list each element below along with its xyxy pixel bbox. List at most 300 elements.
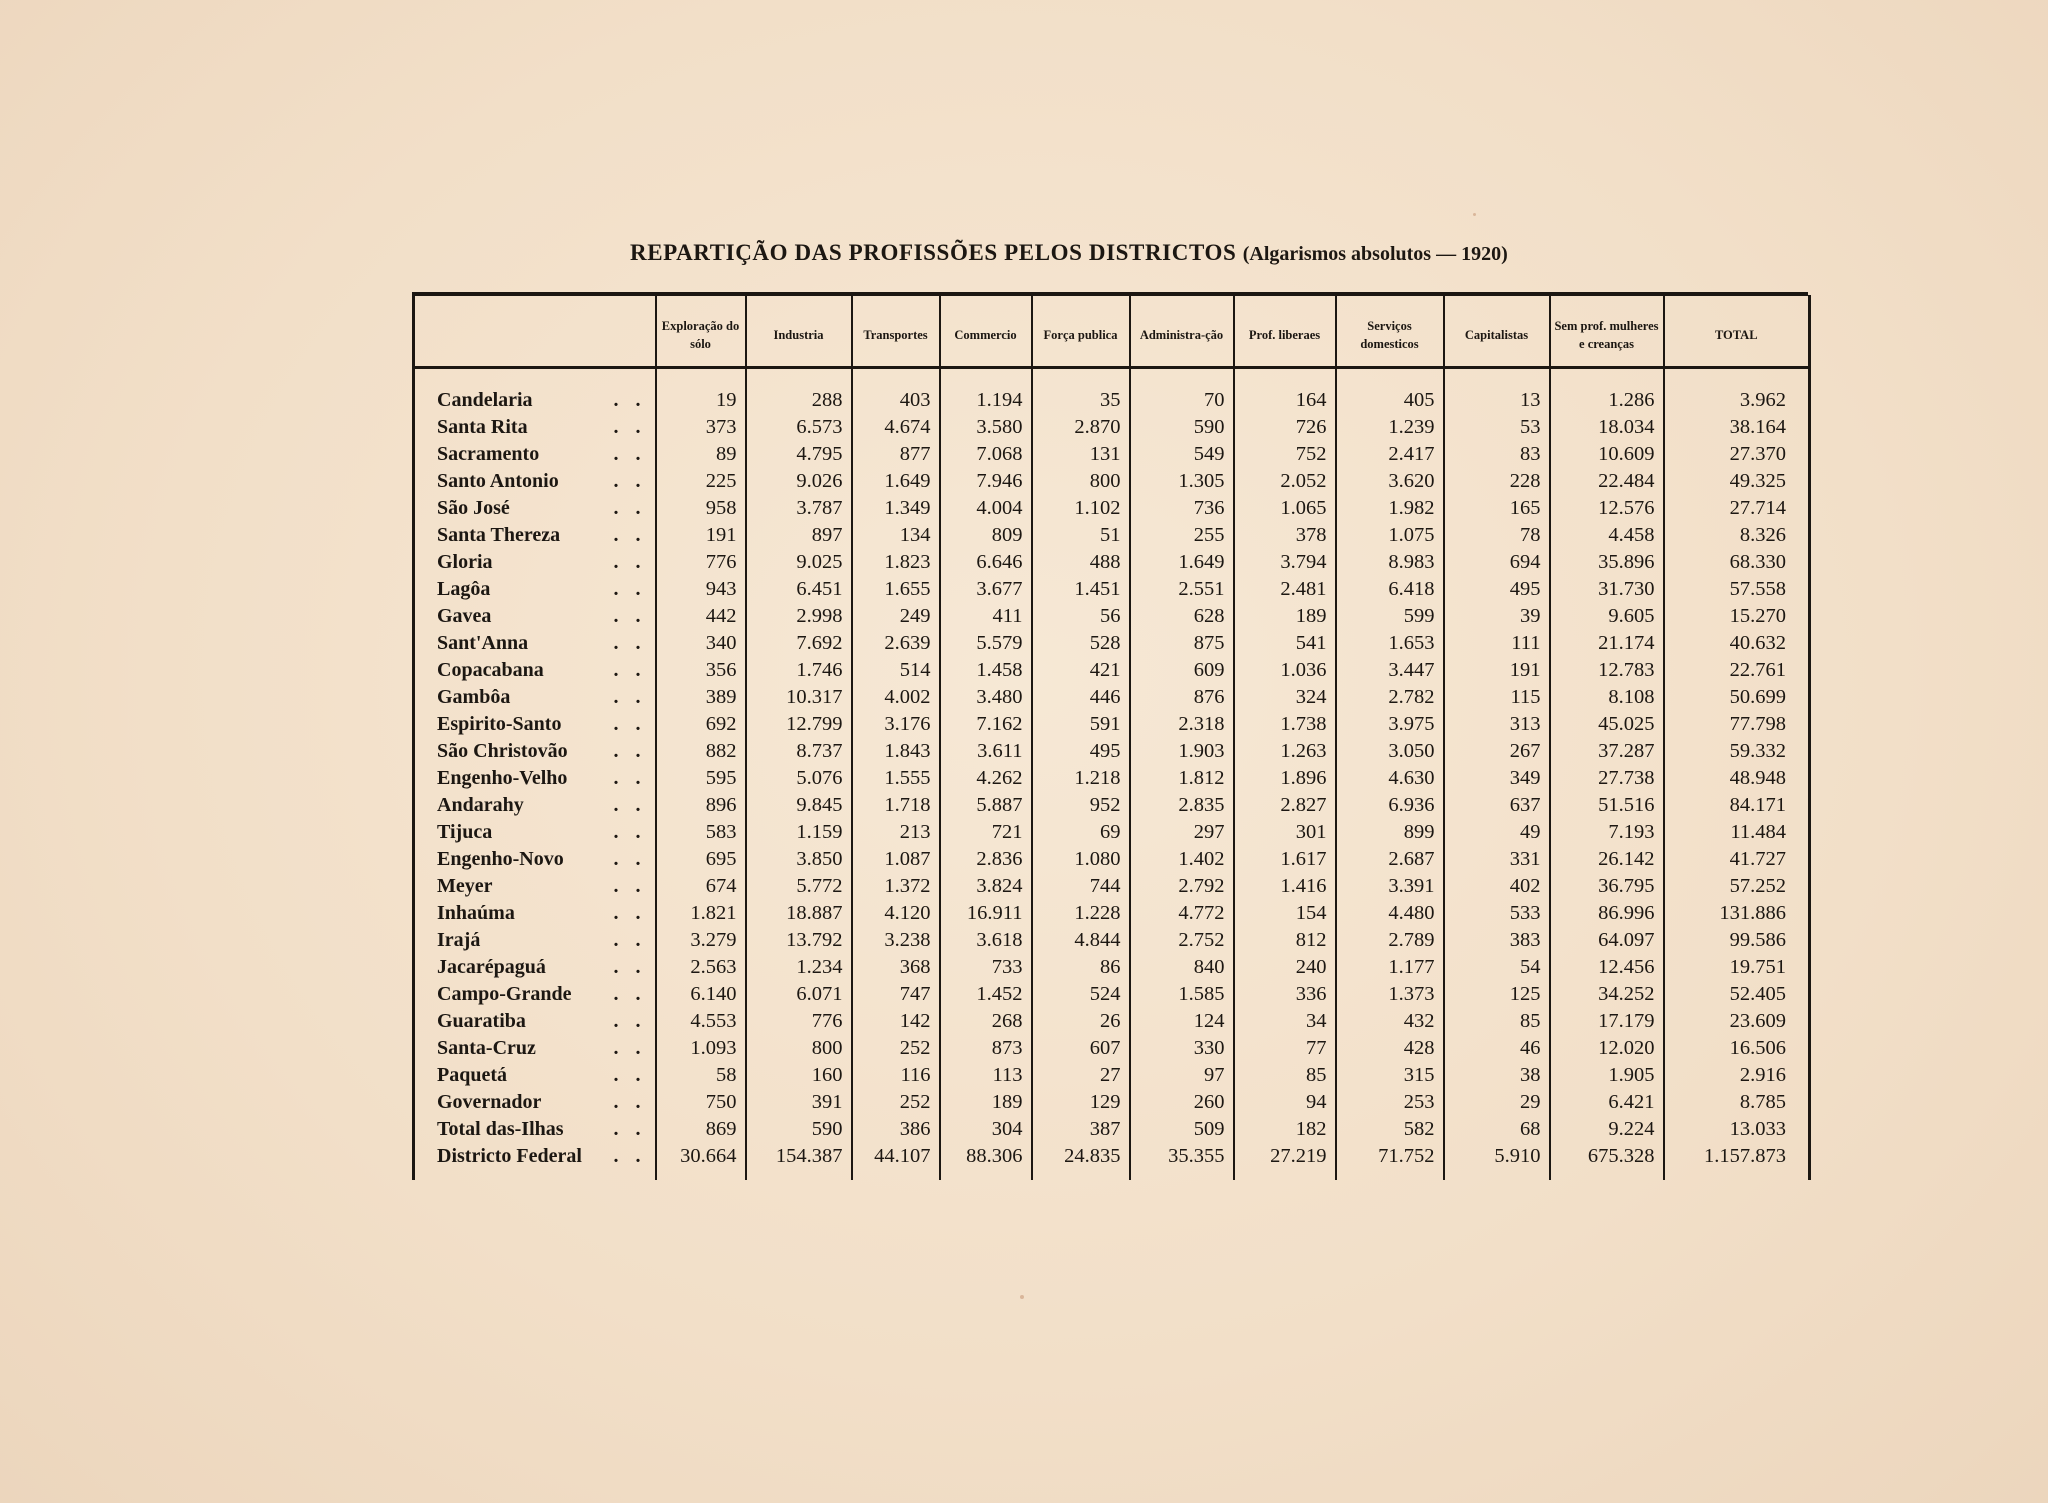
value-cell: 85 [1234,1062,1336,1089]
value-cell: 1.177 [1336,954,1444,981]
district-name [414,441,656,468]
value-cell: 7.193 [1550,819,1664,846]
total-cell: 22.761 [1664,657,1810,684]
table-row [414,1035,1810,1062]
value-cell: 5.579 [940,630,1032,657]
value-cell: 1.080 [1032,846,1130,873]
value-cell: 6.646 [940,549,1032,576]
value-cell: 31.730 [1550,576,1664,603]
value-cell: 896 [656,792,746,819]
value-cell: 228 [1444,468,1550,495]
value-cell: 1.982 [1336,495,1444,522]
table-row [414,495,1810,522]
value-cell: 2.639 [852,630,940,657]
value-cell: 7.692 [746,630,852,657]
value-cell: 6.573 [746,414,852,441]
value-cell: 609 [1130,657,1234,684]
value-cell: 1.746 [746,657,852,684]
value-cell: 1.087 [852,846,940,873]
total-cell: 19.751 [1664,954,1810,981]
value-cell: 386 [852,1116,940,1143]
value-cell: 421 [1032,657,1130,684]
value-cell: 1.228 [1032,900,1130,927]
district-label: Governador [437,1091,542,1113]
table-row [414,792,1810,819]
value-cell: 776 [746,1008,852,1035]
value-cell: 541 [1234,630,1336,657]
value-cell: 524 [1032,981,1130,1008]
total-cell: 13.033 [1664,1116,1810,1143]
table-row [414,873,1810,900]
value-cell: 4.630 [1336,765,1444,792]
column-header: Capitalistas [1444,296,1550,368]
value-cell: 13.792 [746,927,852,954]
column-header: TOTAL [1664,296,1810,368]
district-name [414,630,656,657]
leader-dots: . . [613,1118,647,1140]
value-cell: 1.349 [852,495,940,522]
value-cell: 9.025 [746,549,852,576]
value-cell: 4.772 [1130,900,1234,927]
value-cell: 1.194 [940,387,1032,414]
value-cell: 8.108 [1550,684,1664,711]
value-cell: 24.835 [1032,1143,1130,1180]
table-row [414,765,1810,792]
spacer-row [414,368,1810,388]
value-cell: 182 [1234,1116,1336,1143]
district-label: Lagôa [437,578,491,600]
table-title [630,240,1630,266]
value-cell: 5.076 [746,765,852,792]
value-cell: 94 [1234,1089,1336,1116]
district-label: Gambôa [437,686,511,708]
table-row [414,981,1810,1008]
value-cell: 1.036 [1234,657,1336,684]
header-row [414,296,1810,368]
spacer-cell [656,368,746,388]
value-cell: 488 [1032,549,1130,576]
spacer-cell [1234,368,1336,388]
district-label: Engenho-Novo [437,848,564,870]
leader-dots: . . [613,956,647,978]
district-name [414,414,656,441]
value-cell: 514 [852,657,940,684]
value-cell: 1.585 [1130,981,1234,1008]
value-cell: 301 [1234,819,1336,846]
value-cell: 7.068 [940,441,1032,468]
value-cell: 1.843 [852,738,940,765]
total-cell: 50.699 [1664,684,1810,711]
table-row [414,846,1810,873]
value-cell: 27.219 [1234,1143,1336,1180]
value-cell: 800 [746,1035,852,1062]
table-row [414,387,1810,414]
value-cell: 1.093 [656,1035,746,1062]
value-cell: 1.416 [1234,873,1336,900]
value-cell: 29 [1444,1089,1550,1116]
leader-dots: . . [613,713,647,735]
value-cell: 35 [1032,387,1130,414]
value-cell: 1.812 [1130,765,1234,792]
district-name [414,495,656,522]
district-name [414,1035,656,1062]
value-cell: 330 [1130,1035,1234,1062]
value-cell: 58 [656,1062,746,1089]
value-cell: 495 [1444,576,1550,603]
value-cell: 599 [1336,603,1444,630]
value-cell: 30.664 [656,1143,746,1180]
value-cell: 88.306 [940,1143,1032,1180]
value-cell: 1.649 [1130,549,1234,576]
value-cell: 6.936 [1336,792,1444,819]
value-cell: 349 [1444,765,1550,792]
value-cell: 1.286 [1550,387,1664,414]
value-cell: 5.910 [1444,1143,1550,1180]
paper-speck [1473,213,1476,216]
value-cell: 1.373 [1336,981,1444,1008]
value-cell: 368 [852,954,940,981]
leader-dots: . . [613,524,647,546]
district-label: Santa-Cruz [437,1037,536,1059]
leader-dots: . . [613,929,647,951]
district-label: São José [437,497,510,519]
value-cell: 405 [1336,387,1444,414]
value-cell: 692 [656,711,746,738]
table-row [414,630,1810,657]
value-cell: 952 [1032,792,1130,819]
leader-dots: . . [613,740,647,762]
table-row [414,522,1810,549]
value-cell: 7.162 [940,711,1032,738]
district-name [414,819,656,846]
value-cell: 674 [656,873,746,900]
value-cell: 389 [656,684,746,711]
spacer-cell [746,368,852,388]
district-name [414,603,656,630]
value-cell: 191 [1444,657,1550,684]
value-cell: 1.903 [1130,738,1234,765]
value-cell: 134 [852,522,940,549]
value-cell: 1.905 [1550,1062,1664,1089]
value-cell: 44.107 [852,1143,940,1180]
value-cell: 1.617 [1234,846,1336,873]
value-cell: 1.065 [1234,495,1336,522]
leader-dots: . . [613,1037,647,1059]
value-cell: 875 [1130,630,1234,657]
leader-dots: . . [613,416,647,438]
value-cell: 3.824 [940,873,1032,900]
total-cell: 77.798 [1664,711,1810,738]
value-cell: 267 [1444,738,1550,765]
value-cell: 26.142 [1550,846,1664,873]
district-name [414,1008,656,1035]
value-cell: 252 [852,1035,940,1062]
value-cell: 1.234 [746,954,852,981]
value-cell: 12.456 [1550,954,1664,981]
value-cell: 38 [1444,1062,1550,1089]
total-cell: 27.370 [1664,441,1810,468]
district-name [414,981,656,1008]
value-cell: 2.481 [1234,576,1336,603]
title-subtitle: (Algarismos absolutos — 1920) [1242,243,1508,265]
value-cell: 111 [1444,630,1550,657]
value-cell: 336 [1234,981,1336,1008]
value-cell: 10.317 [746,684,852,711]
value-cell: 2.835 [1130,792,1234,819]
district-label: Inhaúma [437,902,515,924]
value-cell: 3.580 [940,414,1032,441]
column-header: Exploração do sólo [656,296,746,368]
value-cell: 26 [1032,1008,1130,1035]
value-cell: 402 [1444,873,1550,900]
table-row [414,603,1810,630]
leader-dots: . . [613,686,647,708]
value-cell: 37.287 [1550,738,1664,765]
table-row [414,738,1810,765]
table-row [414,1062,1810,1089]
value-cell: 3.050 [1336,738,1444,765]
value-cell: 726 [1234,414,1336,441]
value-cell: 49 [1444,819,1550,846]
value-cell: 495 [1032,738,1130,765]
value-cell: 750 [656,1089,746,1116]
value-cell: 356 [656,657,746,684]
value-cell: 1.653 [1336,630,1444,657]
value-cell: 3.677 [940,576,1032,603]
value-cell: 3.176 [852,711,940,738]
value-cell: 2.836 [940,846,1032,873]
total-cell: 57.252 [1664,873,1810,900]
leader-dots: . . [613,983,647,1005]
district-name [414,765,656,792]
value-cell: 9.026 [746,468,852,495]
value-cell: 10.609 [1550,441,1664,468]
district-label: Irajá [437,929,481,951]
total-cell: 48.948 [1664,765,1810,792]
column-header: Administra-ção [1130,296,1234,368]
value-cell: 2.563 [656,954,746,981]
value-cell: 1.372 [852,873,940,900]
value-cell: 3.279 [656,927,746,954]
value-cell: 17.179 [1550,1008,1664,1035]
value-cell: 6.071 [746,981,852,1008]
district-name [414,1062,656,1089]
value-cell: 1.655 [852,576,940,603]
value-cell: 2.752 [1130,927,1234,954]
total-cell: 11.484 [1664,819,1810,846]
district-label: Santo Antonio [437,470,559,492]
value-cell: 304 [940,1116,1032,1143]
value-cell: 595 [656,765,746,792]
value-cell: 83 [1444,441,1550,468]
value-cell: 89 [656,441,746,468]
value-cell: 240 [1234,954,1336,981]
value-cell: 694 [1444,549,1550,576]
value-cell: 1.075 [1336,522,1444,549]
table-row [414,1116,1810,1143]
value-cell: 12.783 [1550,657,1664,684]
district-label: Guaratiba [437,1010,526,1032]
value-cell: 213 [852,819,940,846]
total-cell: 38.164 [1664,414,1810,441]
value-cell: 131 [1032,441,1130,468]
value-cell: 9.224 [1550,1116,1664,1143]
value-cell: 313 [1444,711,1550,738]
value-cell: 35.896 [1550,549,1664,576]
value-cell: 383 [1444,927,1550,954]
value-cell: 958 [656,495,746,522]
table-row [414,657,1810,684]
value-cell: 373 [656,414,746,441]
total-cell: 131.886 [1664,900,1810,927]
value-cell: 800 [1032,468,1130,495]
value-cell: 1.452 [940,981,1032,1008]
value-cell: 628 [1130,603,1234,630]
value-cell: 4.458 [1550,522,1664,549]
leader-dots: . . [613,659,647,681]
district-name [414,576,656,603]
value-cell: 442 [656,603,746,630]
value-cell: 432 [1336,1008,1444,1035]
value-cell: 3.480 [940,684,1032,711]
value-cell: 297 [1130,819,1234,846]
table-row [414,1089,1810,1116]
district-name [414,792,656,819]
value-cell: 54 [1444,954,1550,981]
value-cell: 1.159 [746,819,852,846]
leader-dots: . . [613,1010,647,1032]
value-cell: 64.097 [1550,927,1664,954]
value-cell: 51.516 [1550,792,1664,819]
district-label: Gavea [437,605,492,627]
leader-dots: . . [613,632,647,654]
total-cell: 99.586 [1664,927,1810,954]
spacer-cell [1550,368,1664,388]
value-cell: 721 [940,819,1032,846]
value-cell: 4.844 [1032,927,1130,954]
value-cell: 897 [746,522,852,549]
total-cell: 84.171 [1664,792,1810,819]
value-cell: 3.787 [746,495,852,522]
total-cell: 52.405 [1664,981,1810,1008]
column-header: Força publica [1032,296,1130,368]
district-name [414,846,656,873]
title-main: REPARTIÇÃO DAS PROFISSÕES PELOS DISTRICTOS [630,240,1237,265]
value-cell: 533 [1444,900,1550,927]
district-name [414,873,656,900]
value-cell: 21.174 [1550,630,1664,657]
table-row [414,711,1810,738]
district-label: Santa Thereza [437,524,561,546]
value-cell: 12.020 [1550,1035,1664,1062]
value-cell: 8.983 [1336,549,1444,576]
leader-dots: . . [613,497,647,519]
total-cell: 1.157.873 [1664,1143,1810,1180]
district-label: Sant'Anna [437,632,529,654]
value-cell: 411 [940,603,1032,630]
value-cell: 191 [656,522,746,549]
value-cell: 36.795 [1550,873,1664,900]
leader-dots: . . [613,443,647,465]
value-cell: 4.553 [656,1008,746,1035]
value-cell: 142 [852,1008,940,1035]
value-cell: 2.998 [746,603,852,630]
district-label: Paquetá [437,1064,507,1086]
value-cell: 1.218 [1032,765,1130,792]
value-cell: 2.417 [1336,441,1444,468]
value-cell: 13 [1444,387,1550,414]
value-cell: 2.870 [1032,414,1130,441]
district-name [414,711,656,738]
value-cell: 391 [746,1089,852,1116]
value-cell: 2.318 [1130,711,1234,738]
total-cell: 8.326 [1664,522,1810,549]
spacer-cell [414,368,656,388]
value-cell: 78 [1444,522,1550,549]
value-cell: 591 [1032,711,1130,738]
value-cell: 2.052 [1234,468,1336,495]
table-row [414,1008,1810,1035]
value-cell: 39 [1444,603,1550,630]
value-cell: 583 [656,819,746,846]
value-cell: 255 [1130,522,1234,549]
value-cell: 18.034 [1550,414,1664,441]
table-row [414,927,1810,954]
value-cell: 315 [1336,1062,1444,1089]
district-name [414,738,656,765]
value-cell: 154 [1234,900,1336,927]
value-cell: 1.649 [852,468,940,495]
leader-dots: . . [613,875,647,897]
value-cell: 1.402 [1130,846,1234,873]
value-cell: 68 [1444,1116,1550,1143]
column-header: Industria [746,296,852,368]
table-row [414,468,1810,495]
value-cell: 378 [1234,522,1336,549]
total-cell: 16.506 [1664,1035,1810,1062]
leader-dots: . . [613,551,647,573]
value-cell: 2.789 [1336,927,1444,954]
value-cell: 4.795 [746,441,852,468]
value-cell: 9.845 [746,792,852,819]
professions-table-container [412,292,1808,1197]
value-cell: 1.239 [1336,414,1444,441]
column-header: Commercio [940,296,1032,368]
district-label: Espirito-Santo [437,713,562,735]
value-cell: 69 [1032,819,1130,846]
value-cell: 869 [656,1116,746,1143]
value-cell: 752 [1234,441,1336,468]
value-cell: 27 [1032,1062,1130,1089]
value-cell: 124 [1130,1008,1234,1035]
value-cell: 744 [1032,873,1130,900]
leader-dots: . . [613,1145,647,1167]
value-cell: 873 [940,1035,1032,1062]
value-cell: 446 [1032,684,1130,711]
district-label: Meyer [437,875,493,897]
value-cell: 2.827 [1234,792,1336,819]
value-cell: 125 [1444,981,1550,1008]
value-cell: 160 [746,1062,852,1089]
spacer-cell [1444,368,1550,388]
value-cell: 403 [852,387,940,414]
district-name [414,954,656,981]
district-name [414,927,656,954]
value-cell: 8.737 [746,738,852,765]
table-row [414,1143,1810,1180]
paper-speck [1020,1295,1024,1299]
value-cell: 428 [1336,1035,1444,1062]
